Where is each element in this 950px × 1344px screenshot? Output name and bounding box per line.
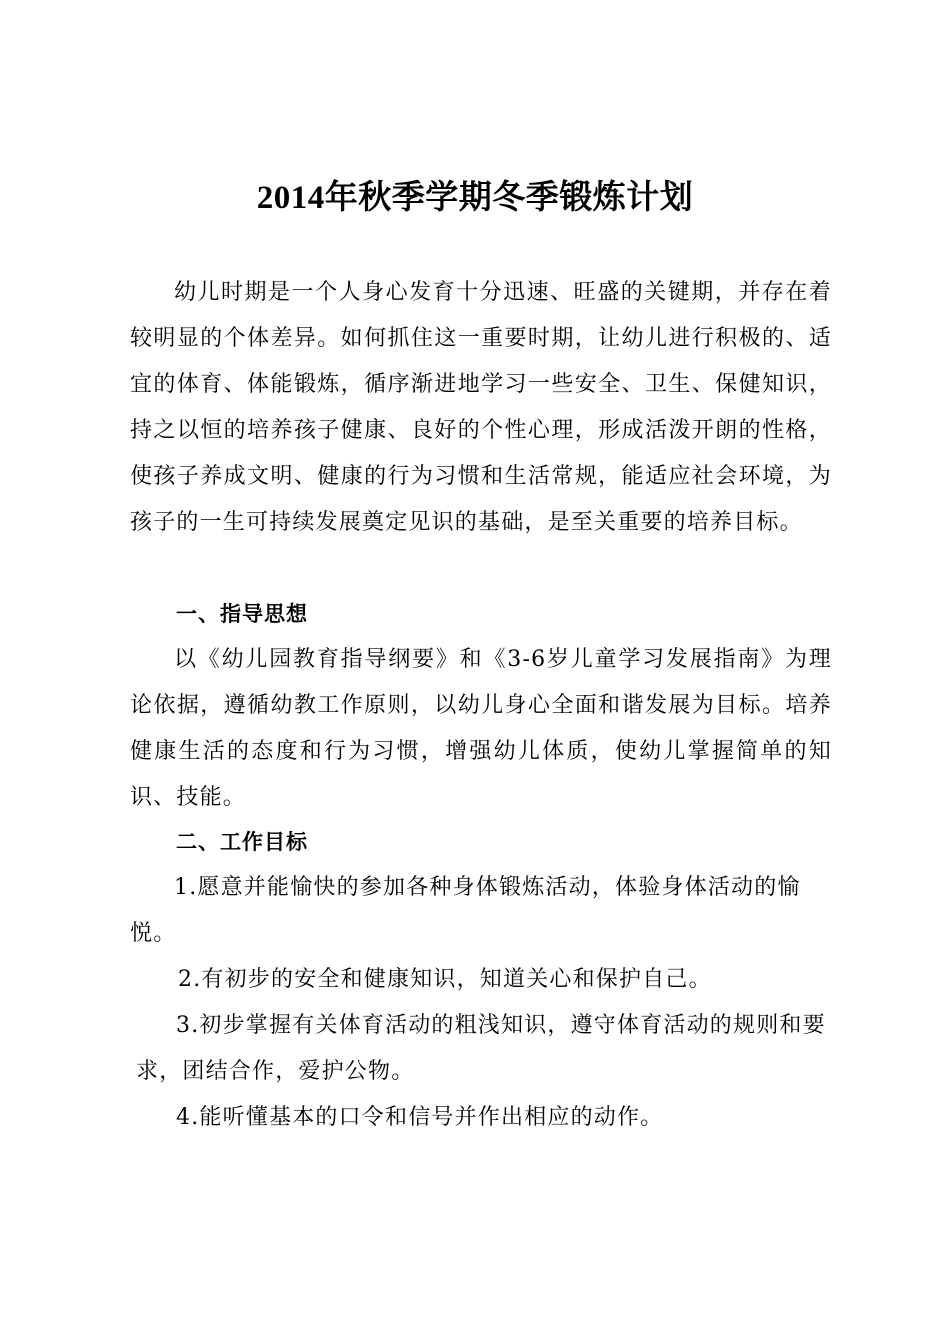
intro-paragraph: 幼儿时期是一个人身心发育十分迅速、旺盛的关键期，并存在着较明显的个体差异。如何抓住这一重要时期，让幼儿进行积极的、适宜的体育、体能锻炼，循序渐进地学习一些安全、卫生、保健知识，持之以恒的培养孩子健康、良好的个性心理，形成活泼开朗的性格，使孩子养成文明、健康的行为习惯和生活常规，能适应社会环境，为孩子的一生可持续发展奠定见识的基础，是至关重要的培养目标。 bbox=[130, 280, 832, 535]
work-goal-item-1: 1.愿意并能愉快的参加各种身体锻炼活动，体验身体活动的愉悦。 bbox=[130, 875, 801, 946]
guiding-ideology-paragraph: 以《幼儿园教育指导纲要》和《3-6岁儿童学习发展指南》为理论依据，遵循幼教工作原则，以幼儿身心全面和谐发展为目标。培养健康生活的态度和行为习惯，增强幼儿体质，使幼儿掌握简单的知识、技能。 bbox=[130, 647, 832, 810]
section-heading-work-goals: 二、工作目标 bbox=[176, 830, 308, 854]
work-goal-item-2: 2.有初步的安全和健康知识，知道关心和保护自己。 bbox=[178, 967, 712, 992]
document-title: 2014年秋季学期冬季锻炼计划 bbox=[256, 180, 694, 216]
work-goal-item-4: 4.能听懂基本的口令和信号并作出相应的动作。 bbox=[176, 1105, 664, 1130]
section-heading-guiding-ideology: 一、指导思想 bbox=[176, 602, 308, 626]
work-goal-item-3: 3.初步掌握有关体育活动的粗浅知识，遵守体育活动的规则和要求，团结合作，爱护公物。 bbox=[136, 1013, 826, 1084]
